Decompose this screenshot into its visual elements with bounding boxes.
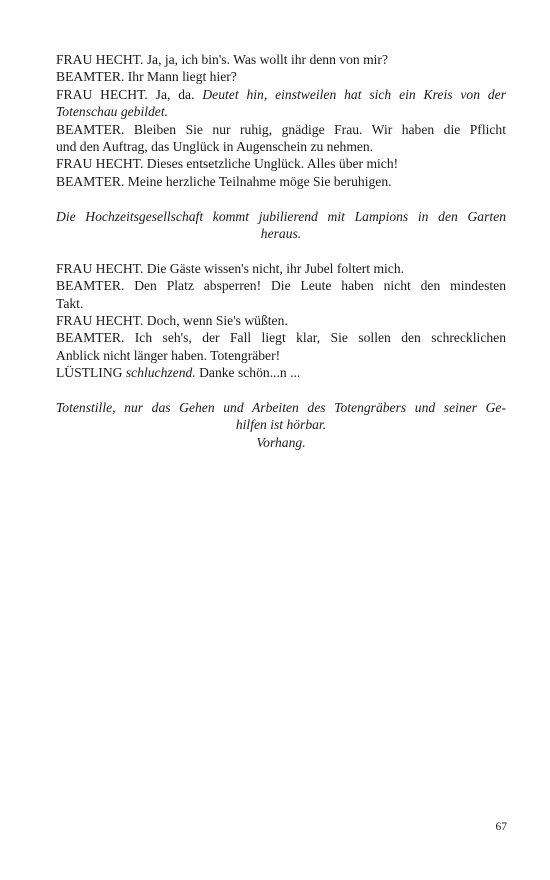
paragraph-gap <box>56 242 506 259</box>
curtain-direction: Vorhang. <box>256 434 306 450</box>
dialogue-line <box>56 86 506 103</box>
page-number: 67 <box>495 821 507 833</box>
stage-direction: Totenschau gebildet. <box>56 104 169 120</box>
paragraph-gap <box>56 190 506 207</box>
stage-direction: heraus. <box>260 226 302 242</box>
dialogue-line: Anblick nicht länger haben. Totengräber! <box>56 347 281 363</box>
paragraph-gap <box>56 382 506 399</box>
dialogue-line: FRAU HECHT. Die Gäste wissen's nicht, ihr Jubel foltert mich. <box>56 260 405 276</box>
dialogue-line: BEAMTER. Ich seh's, der Fall liegt klar, Sie sollen den schrecklichen <box>56 330 506 346</box>
dialogue-line: FRAU HECHT. Dieses entsetzliche Unglück. Alles über mich! <box>56 156 399 172</box>
dialogue-line: BEAMTER. Ihr Mann liegt hier? <box>56 69 237 85</box>
speaker-text: LÜSTLING <box>56 365 126 381</box>
stage-direction: schluchzend. <box>125 365 196 381</box>
speaker-text: FRAU HECHT. Ja, da. <box>56 86 203 102</box>
page-body <box>56 51 506 451</box>
stage-direction: hilfen ist hörbar. <box>235 417 327 433</box>
dialogue-line: FRAU HECHT. Doch, wenn Sie's wüßten. <box>56 313 288 329</box>
stage-direction: Deutet hin, einstweilen hat sich ein Kreis von der <box>202 86 506 102</box>
stage-direction: Totenstille, nur das Gehen und Arbeiten des Totengräbers und seiner Ge- <box>56 400 506 416</box>
dialogue-line: und den Auftrag, das Unglück in Augenschein zu nehmen. <box>56 139 374 155</box>
dialogue-line <box>56 364 506 381</box>
dialogue-line: BEAMTER. Den Platz absperren! Die Leute haben nicht den mindesten <box>56 278 506 294</box>
spoken-text: Danke schön...n ... <box>195 365 301 381</box>
dialogue-line: BEAMTER. Meine herzliche Teilnahme möge Sie beruhigen. <box>56 173 392 189</box>
stage-direction: Die Hochzeitsgesellschaft kommt jubilierend mit Lampions in den Garten <box>56 208 506 224</box>
dialogue-line: Takt. <box>56 295 84 311</box>
dialogue-line: FRAU HECHT. Ja, ja, ich bin's. Was wollt ihr denn von mir? <box>56 52 388 67</box>
dialogue-line: BEAMTER. Bleiben Sie nur ruhig, gnädige Frau. Wir haben die Pflicht <box>56 121 506 137</box>
